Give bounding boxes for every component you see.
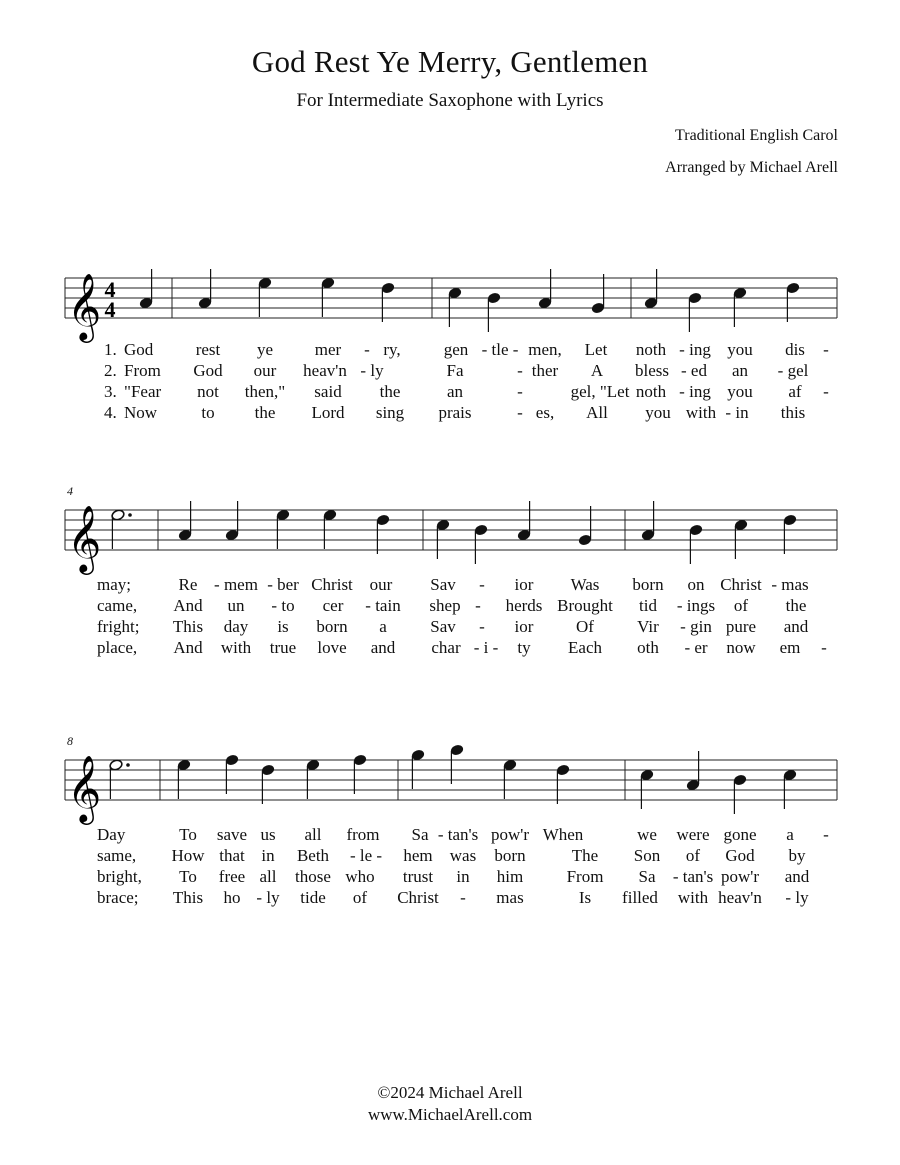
lyric-syllable: Sa: [411, 825, 429, 844]
lyric-syllable: the: [254, 403, 276, 422]
lyric-syllable: -: [823, 382, 829, 401]
lyric-syllable: Is: [578, 888, 592, 907]
lyric-syllable: - mem: [214, 575, 258, 594]
lyric-syllable: God: [124, 340, 154, 359]
lyric-syllable: -: [517, 382, 523, 401]
lyric-syllable: From: [124, 361, 161, 380]
note-a4: [641, 501, 655, 541]
lyric-syllable: place,: [97, 638, 138, 657]
note-e5: [109, 759, 130, 799]
arranger-credit: Arranged by Michael Arell: [665, 159, 838, 176]
note-a4: [686, 751, 700, 791]
lyric-syllable: our: [253, 361, 277, 380]
lyric-syllable: born: [316, 617, 348, 636]
note-c5: [436, 519, 450, 559]
note-b4: [689, 524, 703, 564]
staff-system-3: [0, 720, 900, 840]
lyric-syllable: not: [197, 382, 219, 401]
note-a4: [644, 269, 658, 309]
lyric-syllable: noth: [635, 340, 667, 359]
verse-number: 3.: [104, 382, 117, 401]
note-c5: [783, 769, 797, 809]
lyric-syllable: Sav: [430, 617, 456, 636]
note-c5: [733, 287, 747, 327]
lyric-syllable: es,: [535, 403, 555, 422]
note-b4: [733, 774, 747, 814]
lyric-syllable: un: [227, 596, 245, 615]
note-e5: [276, 509, 290, 549]
lyric-syllable: Christ: [311, 575, 353, 594]
note-b4: [487, 292, 501, 332]
lyric-syllable: char: [431, 638, 461, 657]
lyric-syllable: To: [179, 867, 197, 886]
lyric-syllable: Beth: [296, 846, 330, 865]
lyric-syllable: dis: [785, 340, 805, 359]
treble-clef-icon: 𝄞: [67, 272, 102, 340]
lyric-syllable: em: [779, 638, 801, 657]
lyric-syllable: a: [379, 617, 387, 636]
treble-clef-icon: 𝄞: [67, 754, 102, 822]
lyric-syllable: men,: [528, 340, 562, 359]
lyric-syllable: Son: [633, 846, 661, 865]
note-e5: [323, 509, 337, 549]
lyric-syllable: were: [676, 825, 710, 844]
note-c5: [640, 769, 654, 809]
lyric-syllable: noth: [635, 382, 667, 401]
lyric-syllable: that: [219, 846, 245, 865]
lyric-syllable: now: [726, 638, 756, 657]
lyric-syllable: of: [685, 846, 701, 865]
lyric-syllable: free: [218, 867, 246, 886]
note-e5: [177, 759, 191, 799]
lyric-syllable: - ing: [679, 382, 711, 401]
lyric-syllable: ry,: [383, 340, 401, 359]
lyric-syllable: - to: [271, 596, 295, 615]
lyric-syllable: tide: [300, 888, 326, 907]
lyric-syllable: pow'r: [720, 867, 760, 886]
lyric-syllable: the: [379, 382, 401, 401]
lyric-syllable: is: [277, 617, 289, 636]
lyric-syllable: Now: [124, 403, 158, 422]
lyric-syllable: brace;: [97, 888, 139, 907]
time-signature-bottom: 4: [104, 297, 116, 322]
note-b4: [688, 292, 702, 332]
lyric-syllable: -: [823, 825, 829, 844]
lyric-syllable: - ings: [676, 596, 716, 615]
lyric-syllable: then,": [244, 382, 286, 401]
lyric-syllable: - tle -: [481, 340, 519, 359]
lyric-syllable: God: [193, 361, 223, 380]
lyric-syllable: prais: [438, 403, 472, 422]
lyric-syllable: All: [586, 403, 608, 422]
lyric-syllable: and: [370, 638, 396, 657]
note-a4: [178, 501, 192, 541]
lyric-syllable: ye: [256, 340, 274, 359]
lyric-syllable: a: [786, 825, 794, 844]
lyric-syllable: God: [725, 846, 755, 865]
note-c5: [448, 287, 462, 327]
note-d5: [783, 514, 797, 554]
song-subtitle: For Intermediate Saxophone with Lyrics: [296, 90, 604, 111]
lyric-syllable: him: [496, 867, 524, 886]
lyric-syllable: trust: [402, 867, 434, 886]
lyric-syllable: in: [456, 867, 470, 886]
lyric-syllable: who: [345, 867, 375, 886]
lyric-syllable: When: [542, 825, 584, 844]
verse-number: 2.: [104, 361, 117, 380]
lyric-syllable: ty: [517, 638, 531, 657]
note-e5: [503, 759, 517, 799]
song-title: God Rest Ye Merry, Gentlemen: [251, 44, 649, 79]
composer-credit: Traditional English Carol: [675, 127, 838, 144]
lyric-syllable: Vir: [637, 617, 659, 636]
note-f5: [225, 754, 239, 794]
lyric-syllable: - tan's: [437, 825, 479, 844]
lyric-syllable: same,: [97, 846, 137, 865]
note-a4: [538, 269, 552, 309]
lyric-syllable: this: [780, 403, 806, 422]
lyric-syllable: an: [731, 361, 749, 380]
lyric-syllable: - i -: [473, 638, 499, 657]
lyric-syllable: ther: [531, 361, 559, 380]
note-a4: [225, 501, 239, 541]
lyric-syllable: How: [171, 846, 205, 865]
lyric-syllable: Day: [97, 825, 126, 844]
lyric-syllable: fright;: [97, 617, 140, 636]
lyric-syllable: And: [173, 638, 203, 657]
lyric-syllable: af: [788, 382, 802, 401]
lyric-syllable: from: [346, 825, 380, 844]
lyric-syllable: save: [216, 825, 248, 844]
note-f5: [353, 754, 367, 794]
lyric-syllable: Christ: [720, 575, 762, 594]
lyric-syllable: To: [179, 825, 197, 844]
lyric-syllable: born: [494, 846, 526, 865]
lyric-syllable: came,: [97, 596, 138, 615]
lyric-syllable: the: [785, 596, 807, 615]
lyric-syllable: - tan's: [672, 867, 714, 886]
lyric-syllable: - mas: [771, 575, 809, 594]
lyric-syllable: The: [571, 846, 599, 865]
lyric-syllable: -: [821, 638, 827, 657]
note-d5: [786, 282, 800, 322]
lyric-syllable: Brought: [557, 596, 613, 615]
lyric-syllable: pow'r: [490, 825, 530, 844]
lyric-syllable: Each: [568, 638, 602, 657]
lyric-syllable: - ing: [679, 340, 711, 359]
verse-number: 4.: [104, 403, 117, 422]
note-d5: [376, 514, 390, 554]
lyric-syllable: - gel: [777, 361, 809, 380]
lyric-syllable: - er: [684, 638, 708, 657]
lyric-syllable: and: [784, 867, 810, 886]
lyric-syllable: mer: [314, 340, 342, 359]
lyric-syllable: -: [475, 596, 481, 615]
lyric-syllable: Sav: [430, 575, 456, 594]
lyric-syllable: sing: [375, 403, 405, 422]
lyric-syllable: our: [369, 575, 393, 594]
lyric-syllable: true: [269, 638, 297, 657]
lyric-syllable: -: [479, 617, 485, 636]
lyric-syllable: ior: [514, 617, 534, 636]
measure-number: 8: [67, 734, 73, 748]
lyric-syllable: - tain: [365, 596, 401, 615]
lyric-syllable: - ly: [785, 888, 809, 907]
note-c5: [734, 519, 748, 559]
lyric-syllable: From: [566, 867, 604, 886]
lyric-syllable: - in: [725, 403, 749, 422]
note-e5: [258, 277, 272, 317]
lyric-syllable: in: [261, 846, 275, 865]
lyric-syllable: was: [449, 846, 477, 865]
note-b4: [474, 524, 488, 564]
lyric-syllable: Was: [570, 575, 600, 594]
time-signature-top: 4: [104, 277, 116, 302]
lyric-syllable: -: [479, 575, 485, 594]
lyric-syllable: heav'n: [718, 888, 762, 907]
website-link[interactable]: www.MichaelArell.com: [367, 1105, 533, 1124]
lyric-syllable: born: [632, 575, 664, 594]
lyric-syllable: Christ: [397, 888, 439, 907]
lyric-syllable: those: [295, 867, 331, 886]
note-d5: [556, 764, 570, 804]
verse-number: 1.: [104, 340, 117, 359]
lyric-syllable: bless: [635, 361, 669, 380]
lyric-syllable: you: [727, 382, 753, 401]
lyric-syllable: - ly: [256, 888, 280, 907]
lyric-syllable: -: [364, 340, 370, 359]
lyric-syllable: heav'n: [303, 361, 347, 380]
note-g5: [411, 749, 425, 789]
lyric-syllable: -: [517, 361, 523, 380]
lyric-syllable: Fa: [446, 361, 464, 380]
lyric-syllable: bright,: [97, 867, 142, 886]
lyric-syllable: -: [517, 403, 523, 422]
note-d5: [261, 764, 275, 804]
lyric-syllable: And: [173, 596, 203, 615]
note-e5: [111, 509, 132, 549]
lyric-syllable: This: [172, 888, 204, 907]
lyric-syllable: Sa: [638, 867, 656, 886]
lyric-syllable: all: [259, 867, 277, 886]
note-a4: [139, 269, 153, 309]
lyric-syllable: you: [727, 340, 753, 359]
note-a4: [198, 269, 212, 309]
lyric-syllable: we: [637, 825, 657, 844]
lyric-syllable: with: [677, 888, 709, 907]
lyric-syllable: Let: [584, 340, 608, 359]
note-g4: [578, 506, 592, 546]
note-a5: [450, 744, 464, 784]
lyric-syllable: herds: [505, 596, 543, 615]
lyric-syllable: on: [687, 575, 705, 594]
lyric-syllable: - ber: [267, 575, 299, 594]
lyric-syllable: This: [172, 617, 204, 636]
lyric-syllable: - le -: [349, 846, 383, 865]
lyric-syllable: all: [304, 825, 322, 844]
note-d5: [381, 282, 395, 322]
lyric-syllable: gone: [723, 825, 757, 844]
lyric-syllable: oth: [637, 638, 659, 657]
note-a4: [517, 501, 531, 541]
lyric-syllable: gen: [443, 340, 469, 359]
lyric-syllable: mas: [496, 888, 524, 907]
lyric-syllable: "Fear: [124, 382, 162, 401]
lyric-syllable: by: [788, 846, 806, 865]
lyric-syllable: Of: [576, 617, 594, 636]
lyric-syllable: us: [260, 825, 276, 844]
lyric-syllable: an: [446, 382, 464, 401]
lyric-syllable: you: [645, 403, 671, 422]
staff-system-2: [0, 470, 900, 590]
lyric-syllable: said: [314, 382, 342, 401]
treble-clef-icon: 𝄞: [67, 504, 102, 572]
lyric-syllable: gel, "Let: [570, 382, 630, 401]
lyric-syllable: - ed: [681, 361, 707, 380]
lyric-syllable: shep: [429, 596, 461, 615]
lyric-syllable: Lord: [311, 403, 345, 422]
note-e5: [321, 277, 335, 317]
lyric-syllable: - gin: [680, 617, 712, 636]
lyric-syllable: filled: [622, 888, 658, 907]
lyric-syllable: hem: [403, 846, 433, 865]
lyric-syllable: ior: [514, 575, 534, 594]
lyric-syllable: A: [590, 361, 604, 380]
lyric-syllable: with: [220, 638, 252, 657]
measure-number: 4: [67, 484, 73, 498]
lyric-syllable: to: [201, 403, 215, 422]
lyric-syllable: with: [685, 403, 717, 422]
note-e5: [306, 759, 320, 799]
lyric-syllable: of: [733, 596, 749, 615]
lyric-syllable: Re: [178, 575, 198, 594]
lyric-syllable: -: [823, 340, 829, 359]
lyric-syllable: day: [223, 617, 249, 636]
lyric-syllable: -: [460, 888, 466, 907]
lyric-syllable: ho: [223, 888, 241, 907]
lyric-syllable: pure: [725, 617, 757, 636]
lyric-syllable: cer: [322, 596, 344, 615]
lyric-syllable: may;: [97, 575, 131, 594]
lyric-syllable: rest: [195, 340, 221, 359]
lyric-syllable: of: [352, 888, 368, 907]
lyric-syllable: and: [783, 617, 809, 636]
copyright-notice: ©2024 Michael Arell: [377, 1083, 523, 1102]
note-g4: [591, 274, 605, 314]
lyric-syllable: - ly: [360, 361, 384, 380]
lyric-syllable: love: [317, 638, 347, 657]
lyric-syllable: tid: [639, 596, 657, 615]
